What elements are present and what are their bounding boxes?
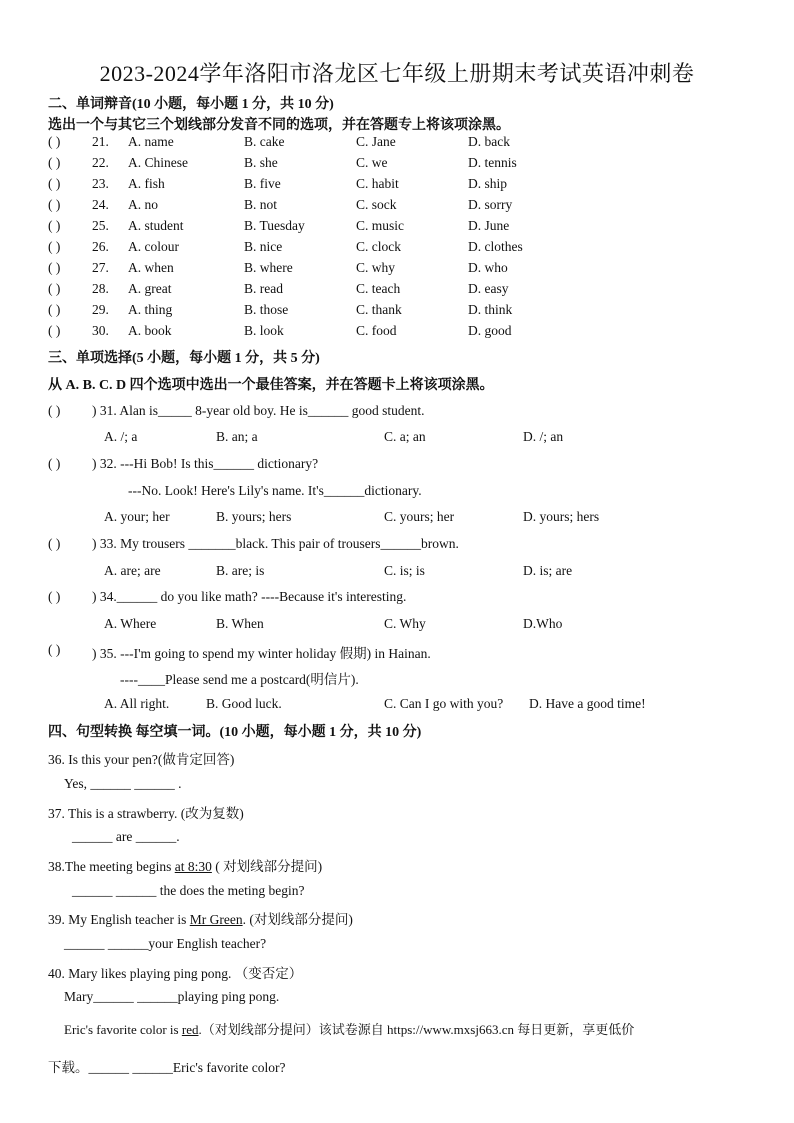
option-b: B. yours; hers	[216, 509, 292, 524]
option-d: D. back	[468, 134, 510, 149]
option-c: C. food	[356, 323, 397, 338]
option-b: B. those	[244, 302, 289, 317]
answer-paren: ( )	[48, 456, 61, 471]
question-40: 40. Mary likes playing ping pong. （变否定）	[48, 966, 303, 981]
option-d: D. sorry	[468, 197, 513, 212]
option-b: B. not	[244, 197, 278, 212]
option-b: B. are; is	[216, 563, 265, 578]
question-number: 28.	[92, 281, 109, 296]
option-c: C. clock	[356, 239, 401, 254]
answer-paren: ( )	[48, 155, 61, 170]
option-a: A. name	[128, 134, 174, 149]
option-b: B. When	[216, 616, 264, 631]
answer-paren: ( )	[48, 176, 61, 191]
question-37: 37. This is a strawberry. (改为复数)	[48, 806, 244, 821]
section-instruction: 选出一个与其它三个划线部分发音不同的选项，并在答题专上将该项涂黑。	[48, 118, 510, 133]
option-c: C. we	[356, 155, 388, 170]
question-36: 36. Is this your pen?(做肯定回答)	[48, 752, 235, 767]
option-b: B. Tuesday	[244, 218, 305, 233]
option-d: D. clothes	[468, 239, 523, 254]
option-c: C. yours; her	[384, 509, 455, 524]
option-a: A. when	[128, 260, 174, 275]
option-b: B. cake	[244, 134, 285, 149]
option-d: D. Have a good time!	[529, 696, 646, 711]
answer-paren: ( )	[48, 403, 61, 418]
answer-line-40: Mary______ ______playing ping pong.	[64, 989, 280, 1004]
option-c: C. a; an	[384, 429, 426, 444]
option-c: C. Jane	[356, 134, 396, 149]
option-b: B. an; a	[216, 429, 258, 444]
question-text: 39. My English teacher is	[48, 912, 190, 927]
section-heading-single-choice: 三、单项选择(5 小题，每小题 1 分，共 5 分)	[48, 351, 320, 366]
question-stem-line2: ---No. Look! Here's Lily's name. It's______dictionary.	[128, 483, 422, 498]
option-a: A. book	[128, 323, 172, 338]
option-a: A. Chinese	[128, 155, 188, 170]
answer-paren: ( )	[48, 197, 61, 212]
option-b: B. read	[244, 281, 283, 296]
question-stem: ) 33. My trousers _______black. This pair of trousers______brown.	[92, 536, 459, 551]
answer-line-38: ______ ______ the does the meting begin?	[72, 883, 305, 898]
answer-paren: ( )	[48, 589, 61, 604]
option-a: A. student	[128, 218, 184, 233]
option-d: D. ship	[468, 176, 508, 191]
answer-paren: ( )	[48, 134, 61, 149]
question-39	[48, 908, 353, 928]
option-d: D. is; are	[523, 563, 573, 578]
option-b: B. look	[244, 323, 284, 338]
section-heading-sentence-transform: 四、句型转换 每空填一词。(10 小题，每小题 1 分，共 10 分)	[48, 725, 422, 740]
underlined-part: red	[181, 1022, 199, 1037]
question-number: 27.	[92, 260, 109, 275]
question-text: 38.The meeting begins	[48, 859, 175, 874]
option-c: C. is; is	[384, 563, 425, 578]
option-a: A. are; are	[104, 563, 161, 578]
question-stem-line2: ----____Please send me a postcard(明信片).	[120, 672, 359, 687]
question-stem: ) 35. ---I'm going to spend my winter holiday 假期) in Hainan.	[92, 646, 431, 661]
question-number: 25.	[92, 218, 109, 233]
option-d: D. good	[468, 323, 512, 338]
option-b: B. nice	[244, 239, 283, 254]
option-d: D. tennis	[468, 155, 517, 170]
question-stem: ) 32. ---Hi Bob! Is this______ dictionary?	[92, 456, 319, 471]
underlined-part: at 8:30	[174, 859, 212, 874]
answer-paren: ( )	[48, 218, 61, 233]
answer-line-36: Yes, ______ ______ .	[64, 776, 182, 791]
answer-paren: ( )	[48, 281, 61, 296]
option-a: A. fish	[128, 176, 165, 191]
answer-paren: ( )	[48, 642, 61, 657]
option-a: A. Where	[104, 616, 157, 631]
question-38	[48, 855, 322, 875]
option-b: B. five	[244, 176, 281, 191]
option-a: A. your; her	[104, 509, 170, 524]
option-c: C. music	[356, 218, 405, 233]
question-note: .（对划线部分提问）该试卷源自 https://www.mxsj663.cn 每日更新，享更低价	[198, 1022, 635, 1037]
answer-line-39: ______ ______your English teacher?	[64, 936, 267, 951]
option-c: C. sock	[356, 197, 397, 212]
option-d: D. June	[468, 218, 510, 233]
option-a: A. no	[128, 197, 158, 212]
question-number: 23.	[92, 176, 109, 191]
answer-paren: ( )	[48, 302, 61, 317]
question-note: ( 对划线部分提问)	[211, 859, 323, 874]
option-a: A. All right.	[104, 696, 170, 711]
question-number: 26.	[92, 239, 109, 254]
question-number: 29.	[92, 302, 109, 317]
question-stem: ) 31. Alan is_____ 8-year old boy. He is______ good student.	[92, 403, 425, 418]
option-d: D. /; an	[523, 429, 564, 444]
option-a: A. thing	[128, 302, 173, 317]
answer-line-41: 下载。______ ______Eric's favorite color?	[48, 1060, 286, 1075]
answer-line-37: ______ are ______.	[72, 829, 180, 844]
question-text: Eric's favorite color is	[64, 1022, 182, 1037]
question-41	[64, 1019, 634, 1038]
page-title: 2023-2024学年洛阳市洛龙区七年级上册期末考试英语冲刺卷	[99, 61, 695, 86]
answer-paren: ( )	[48, 536, 61, 551]
option-d: D. yours; hers	[523, 509, 600, 524]
question-number: 30.	[92, 323, 109, 338]
answer-paren: ( )	[48, 239, 61, 254]
underlined-part: Mr Green	[189, 912, 243, 927]
question-number: 21.	[92, 134, 109, 149]
section-heading-word-pronunciation: 二、单词辩音(10 小题，每小题 1 分，共 10 分)	[48, 97, 334, 112]
option-d: D. think	[468, 302, 513, 317]
option-d: D. who	[468, 260, 508, 275]
question-number: 24.	[92, 197, 109, 212]
option-c: C. teach	[356, 281, 401, 296]
answer-paren: ( )	[48, 323, 61, 338]
question-note: . (对划线部分提问)	[242, 912, 353, 927]
answer-paren: ( )	[48, 260, 61, 275]
option-d: D. easy	[468, 281, 509, 296]
option-c: C. thank	[356, 302, 402, 317]
question-number: 22.	[92, 155, 109, 170]
option-d: D.Who	[523, 616, 563, 631]
option-c: C. Why	[384, 616, 426, 631]
option-a: A. great	[128, 281, 172, 296]
option-a: A. colour	[128, 239, 179, 254]
option-b: B. she	[244, 155, 278, 170]
question-stem: ) 34.______ do you like math? ----Because it's interesting.	[92, 589, 407, 604]
option-b: B. where	[244, 260, 293, 275]
option-c: C. habit	[356, 176, 399, 191]
option-c: C. why	[356, 260, 396, 275]
option-a: A. /; a	[104, 429, 138, 444]
section-instruction: 从 A. B. C. D 四个选项中选出一个最佳答案，并在答题卡上将该项涂黑。	[48, 378, 494, 393]
option-c: C. Can I go with you?	[384, 696, 504, 711]
option-b: B. Good luck.	[206, 696, 282, 711]
